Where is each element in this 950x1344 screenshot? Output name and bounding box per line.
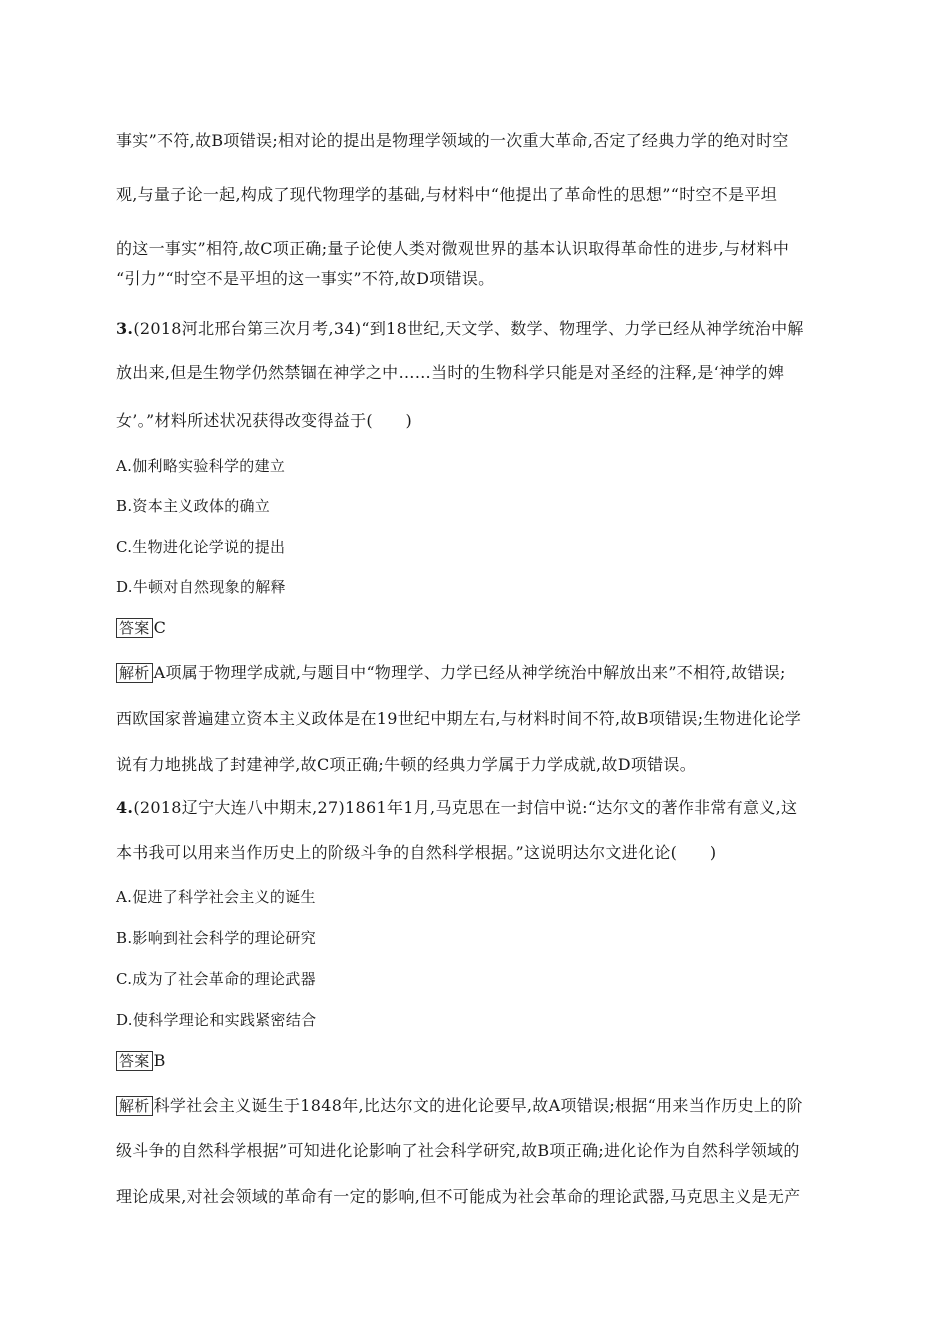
answer-value: C [153,618,167,637]
question-3-answer [116,617,836,639]
question-3-stem-line: 女’。”材料所述状况获得改变得益于( ) [116,411,413,430]
question-4-stem-line: 本书我可以用来当作历史上的阶级斗争的自然科学根据。”这说明达尔文进化论( ) [116,843,717,862]
intro-line: 事实”不符,故B项错误;相对论的提出是物理学领域的一次重大革命,否定了经典力学的绝对时空 [116,131,789,150]
question-3-option-d: D.牛顿对自然现象的解释 [116,578,286,596]
question-4-analysis-line [116,1095,836,1117]
question-4-analysis-line: 理论成果,对社会领域的革命有一定的影响,但不可能成为社会革命的理论武器,马克思主义是无产 [116,1187,801,1206]
analysis-tag: 解析 [116,1096,153,1116]
question-3-analysis-line: 说有力地挑战了封建神学,故C项正确;牛顿的经典力学属于力学成就,故D项错误。 [116,755,697,774]
question-stem-text: (2018辽宁大连八中期末,27)1861年1月,马克思在一封信中说:“达尔文的著作非常有意义,这 [133,798,798,817]
question-4-option-b: B.影响到社会科学的理论研究 [116,929,316,947]
question-4-option-c: C.成为了社会革命的理论武器 [116,970,316,988]
question-4-analysis-line: 级斗争的自然科学根据”可知进化论影响了社会科学研究,故B项正确;进化论作为自然科学领域的 [116,1141,800,1160]
analysis-text: 科学社会主义诞生于1848年,比达尔文的进化论要早,故A项错误;根据“用来当作历史上的阶 [153,1096,803,1115]
question-3-stem-line: 放出来,但是生物学仍然禁锢在神学之中……当时的生物科学只能是对圣经的注释,是‘神学的婢 [116,363,785,382]
question-4-stem-line [116,797,836,819]
answer-tag: 答案 [116,1051,153,1071]
question-4-option-a: A.促进了科学社会主义的诞生 [116,888,316,906]
answer-value: B [153,1051,166,1070]
question-3-analysis-line [116,662,836,684]
question-3-stem-line [116,318,836,340]
intro-line: 观,与量子论一起,构成了现代物理学的基础,与材料中“他提出了革命性的思想”“时空不是平坦 [116,185,777,204]
question-4-answer [116,1050,836,1072]
question-3-analysis-line: 西欧国家普遍建立资本主义政体是在19世纪中期左右,与材料时间不符,故B项错误;生物进化论学 [116,709,802,728]
question-number: 3. [116,319,134,338]
question-4-option-d: D.使科学理论和实践紧密结合 [116,1011,317,1029]
question-3-option-a: A.伽利略实验科学的建立 [116,457,286,475]
intro-line: “引力”“时空不是平坦的这一事实”不符,故D项错误。 [116,269,495,288]
question-stem-text: (2018河北邢台第三次月考,34)“到18世纪,天文学、数学、物理学、力学已经从神学统治中解 [133,319,804,338]
analysis-text: A项属于物理学成就,与题目中“物理学、力学已经从神学统治中解放出来”不相符,故错误; [153,663,786,682]
question-number: 4. [116,798,134,817]
analysis-tag: 解析 [116,663,153,683]
question-3-option-c: C.生物进化论学说的提出 [116,538,286,556]
intro-line: 的这一事实”相符,故C项正确;量子论使人类对微观世界的基本认识取得革命性的进步,与材料中 [116,239,790,258]
question-3-option-b: B.资本主义政体的确立 [116,497,271,515]
answer-tag: 答案 [116,618,153,638]
